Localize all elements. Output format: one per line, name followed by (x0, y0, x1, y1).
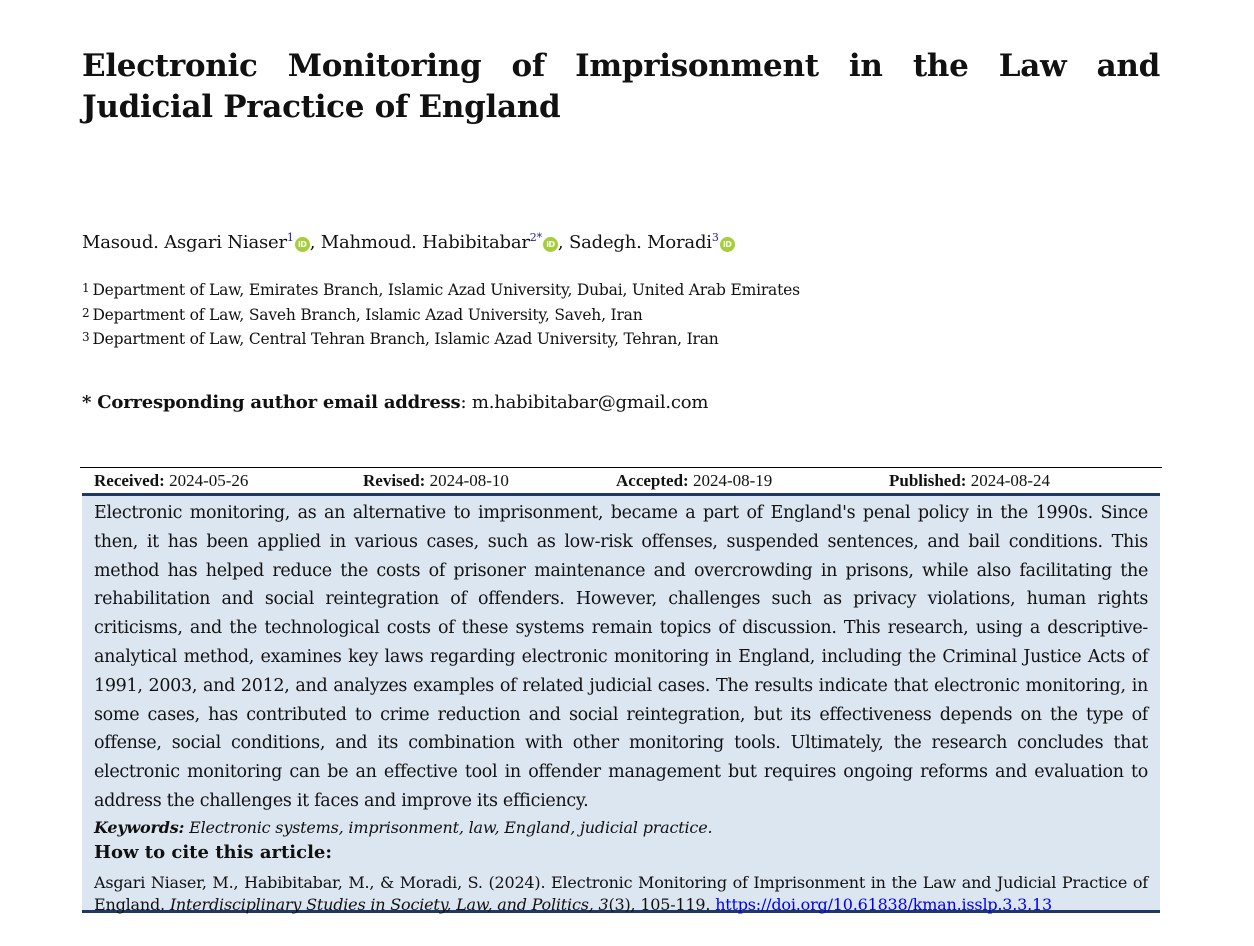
abstract-box (82, 493, 1160, 913)
affiliation-item (82, 277, 800, 302)
revised-label: Revised: (363, 471, 426, 490)
citation-start: Asgari Niaser, M., Habibitabar, M., & Moradi, S. (2024). Electronic Monitoring of Imprisonment in the Law and Judicial Practice of England. (94, 873, 1148, 914)
affiliation-item (82, 326, 800, 351)
revised-date (363, 471, 509, 491)
affiliation-number: 1 (82, 281, 90, 295)
received-label: Received: (94, 471, 165, 490)
keywords (94, 816, 712, 840)
author-affil-sup: 3 (711, 231, 719, 244)
affiliation-item (82, 302, 800, 327)
affiliation-text: Department of Law, Emirates Branch, Islamic Azad University, Dubai, United Arab Emirates (92, 281, 800, 299)
corresponding-author (82, 391, 708, 415)
accepted-value: 2024-08-19 (692, 471, 773, 490)
author-name: Sadegh. Moradi (568, 232, 712, 253)
cite-heading: How to cite this article: (94, 842, 333, 863)
author-name: Masoud. Asgari Niaser (82, 232, 287, 253)
affiliation-text: Department of Law, Central Tehran Branch, Islamic Azad University, Tehran, Iran (92, 330, 719, 348)
keywords-text: Electronic systems, imprisonment, law, England, judicial practice. (184, 818, 713, 837)
author-list: Masoud. Asgari Niaser$^1$iD , Mahmoud. Habibitabar$^{2*}$iD , Sadegh. Moradi$^3$iD (82, 226, 735, 255)
author-affil-sup: 1 (286, 231, 294, 244)
corresponding-email[interactable]: m.habibitabar@gmail.com (471, 392, 709, 413)
orcid-icon[interactable]: iD (720, 237, 735, 252)
citation-issue-pages: (3), 105-119. (608, 895, 716, 914)
abstract-text: Electronic monitoring, as an alternative to imprisonment, became a part of England's penal policy in the 1990s. Since then, it has been applied in various cases, such as low-risk offenses, suspended sentences, and bail conditions. This method has helped reduce the costs of prisoner maintenance and overcrowding in prisons, while also facilitating the rehabilitation and social reintegration of offenders. However, challenges such as privacy violations, human rights criticisms, and the technological costs of these systems remain topics of discussion. This research, using a descriptive-analytical method, examines key laws regarding electronic monitoring in England, including the Criminal Justice Acts of 1991, 2003, and 2012, and analyzes examples of related judicial cases. The results indicate that electronic monitoring, in some cases, has contributed to crime reduction and social reintegration, but its effectiveness depends on the type of offense, social conditions, and its combination with other monitoring tools. Ultimately, the research concludes that electronic monitoring can be an effective tool in offender management but requires ongoing reforms and evaluation to address the challenges it faces and improve its efficiency. (94, 503, 1148, 811)
published-date (889, 471, 1050, 491)
accepted-date (616, 471, 772, 491)
affiliation-number: 3 (82, 330, 90, 344)
corresponding-separator: : (460, 392, 472, 413)
received-date (94, 471, 248, 491)
author-name: Mahmoud. Habibitabar (320, 232, 530, 253)
corresponding-label: * Corresponding author email address (82, 392, 461, 413)
revised-value: 2024-08-10 (429, 471, 509, 490)
published-label: Published: (889, 471, 967, 490)
paper-title: Electronic Monitoring of Imprisonment in the Law and Judicial Practice of England (82, 48, 1160, 125)
author-affil-sup: 2* (529, 231, 542, 244)
received-value: 2024-05-26 (169, 471, 249, 490)
orcid-icon[interactable]: iD (543, 237, 558, 252)
accepted-label: Accepted: (616, 471, 689, 490)
doi-link[interactable]: https://doi.org/10.61838/kman.isslp.3.3.13 (715, 895, 1052, 914)
citation-text (94, 872, 1148, 916)
orcid-icon[interactable]: iD (295, 237, 310, 252)
affiliation-list (82, 277, 800, 351)
affiliation-number: 2 (82, 305, 90, 320)
published-value: 2024-08-24 (970, 471, 1051, 490)
citation-journal: Interdisciplinary Studies in Society, Law, and Politics, 3 (169, 895, 609, 914)
keywords-label: Keywords: (94, 818, 185, 837)
affiliation-text: Department of Law, Saveh Branch, Islamic Azad University, Saveh, Iran (92, 305, 643, 324)
publication-dates (80, 467, 1162, 494)
